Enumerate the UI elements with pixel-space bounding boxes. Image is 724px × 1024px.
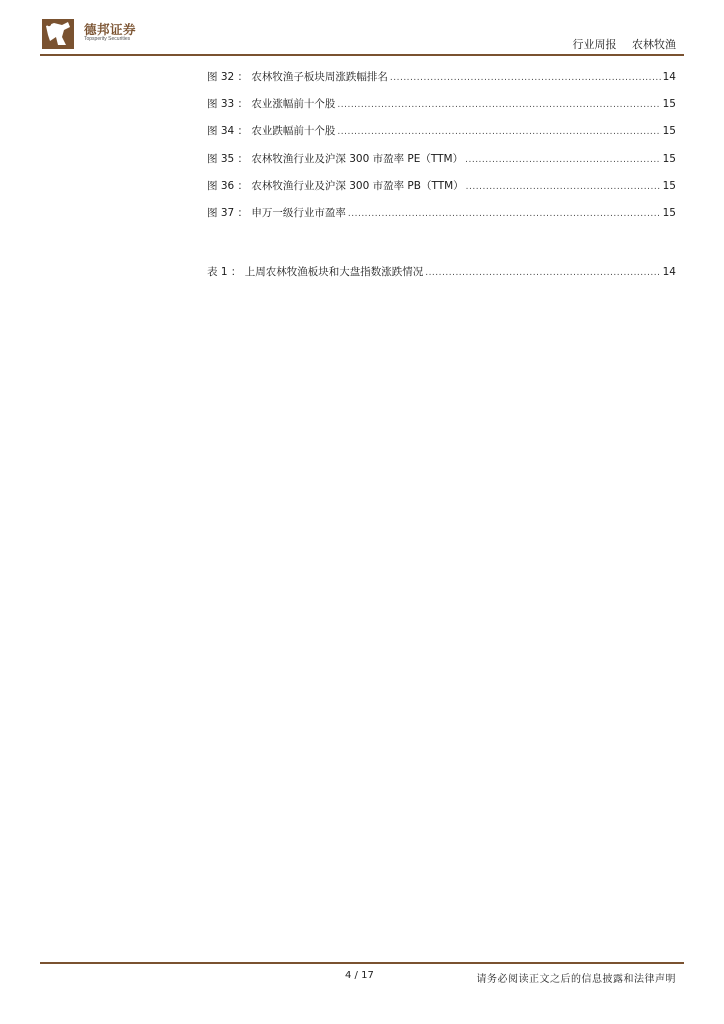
toc-figure-entry[interactable] bbox=[207, 202, 676, 229]
toc-entry-label: 图 37 ： 申万一级行业市盈率 bbox=[207, 206, 346, 219]
footer-divider bbox=[40, 962, 684, 964]
header-meta bbox=[573, 36, 677, 52]
toc-entry-label: 图 32 ： 农林牧渔子板块周涨跌幅排名 bbox=[207, 71, 388, 83]
toc-entry-page: 15 bbox=[662, 179, 676, 192]
logo-chinese-name: 德邦证券 bbox=[84, 22, 137, 37]
toc-figure-entry[interactable] bbox=[207, 148, 676, 175]
sector-name: 农林牧渔 bbox=[632, 38, 676, 51]
toc-figure-entry[interactable] bbox=[207, 93, 676, 120]
toc-entry-page: 15 bbox=[662, 152, 676, 165]
toc-entry-label: 图 34 ： 农业跌幅前十个股 bbox=[207, 125, 336, 138]
toc-leader-dots bbox=[337, 127, 660, 137]
table-of-contents bbox=[207, 66, 676, 288]
toc-section-gap bbox=[207, 229, 676, 261]
toc-leader-dots bbox=[390, 73, 661, 83]
toc-table-entry[interactable] bbox=[207, 261, 676, 288]
toc-leader-dots bbox=[425, 268, 660, 278]
toc-figure-entry[interactable] bbox=[207, 175, 676, 202]
header-divider bbox=[40, 54, 684, 56]
toc-figure-entry[interactable] bbox=[207, 120, 676, 147]
dog-logo-icon bbox=[40, 17, 76, 51]
toc-leader-dots bbox=[337, 100, 660, 110]
company-logo bbox=[40, 17, 160, 51]
toc-entry-page: 15 bbox=[662, 98, 676, 111]
toc-leader-dots bbox=[348, 209, 661, 219]
toc-entry-page: 14 bbox=[662, 71, 676, 83]
toc-entry-label: 图 35 ： 农林牧渔行业及沪深 300 市盈率 PE（TTM） bbox=[207, 152, 464, 165]
toc-figure-entry[interactable] bbox=[207, 66, 676, 93]
toc-leader-dots bbox=[466, 182, 661, 192]
toc-entry-page: 15 bbox=[662, 206, 676, 219]
toc-entry-label: 表 1 ： 上周农林牧渔板块和大盘指数涨跌情况 bbox=[207, 266, 424, 279]
page-number: 4 / 17 bbox=[345, 970, 374, 981]
toc-entry-page: 14 bbox=[662, 266, 676, 279]
toc-entry-label: 图 36 ： 农林牧渔行业及沪深 300 市盈率 PB（TTM） bbox=[207, 179, 464, 192]
logo-english-name: Topsperity Securities bbox=[84, 36, 131, 42]
toc-entry-page: 15 bbox=[662, 125, 676, 138]
report-type: 行业周报 bbox=[572, 38, 617, 51]
toc-entry-label: 图 33 ： 农业涨幅前十个股 bbox=[207, 98, 336, 111]
toc-leader-dots bbox=[465, 155, 661, 165]
legal-disclaimer: 请务必阅读正文之后的信息披露和法律声明 bbox=[476, 974, 676, 985]
